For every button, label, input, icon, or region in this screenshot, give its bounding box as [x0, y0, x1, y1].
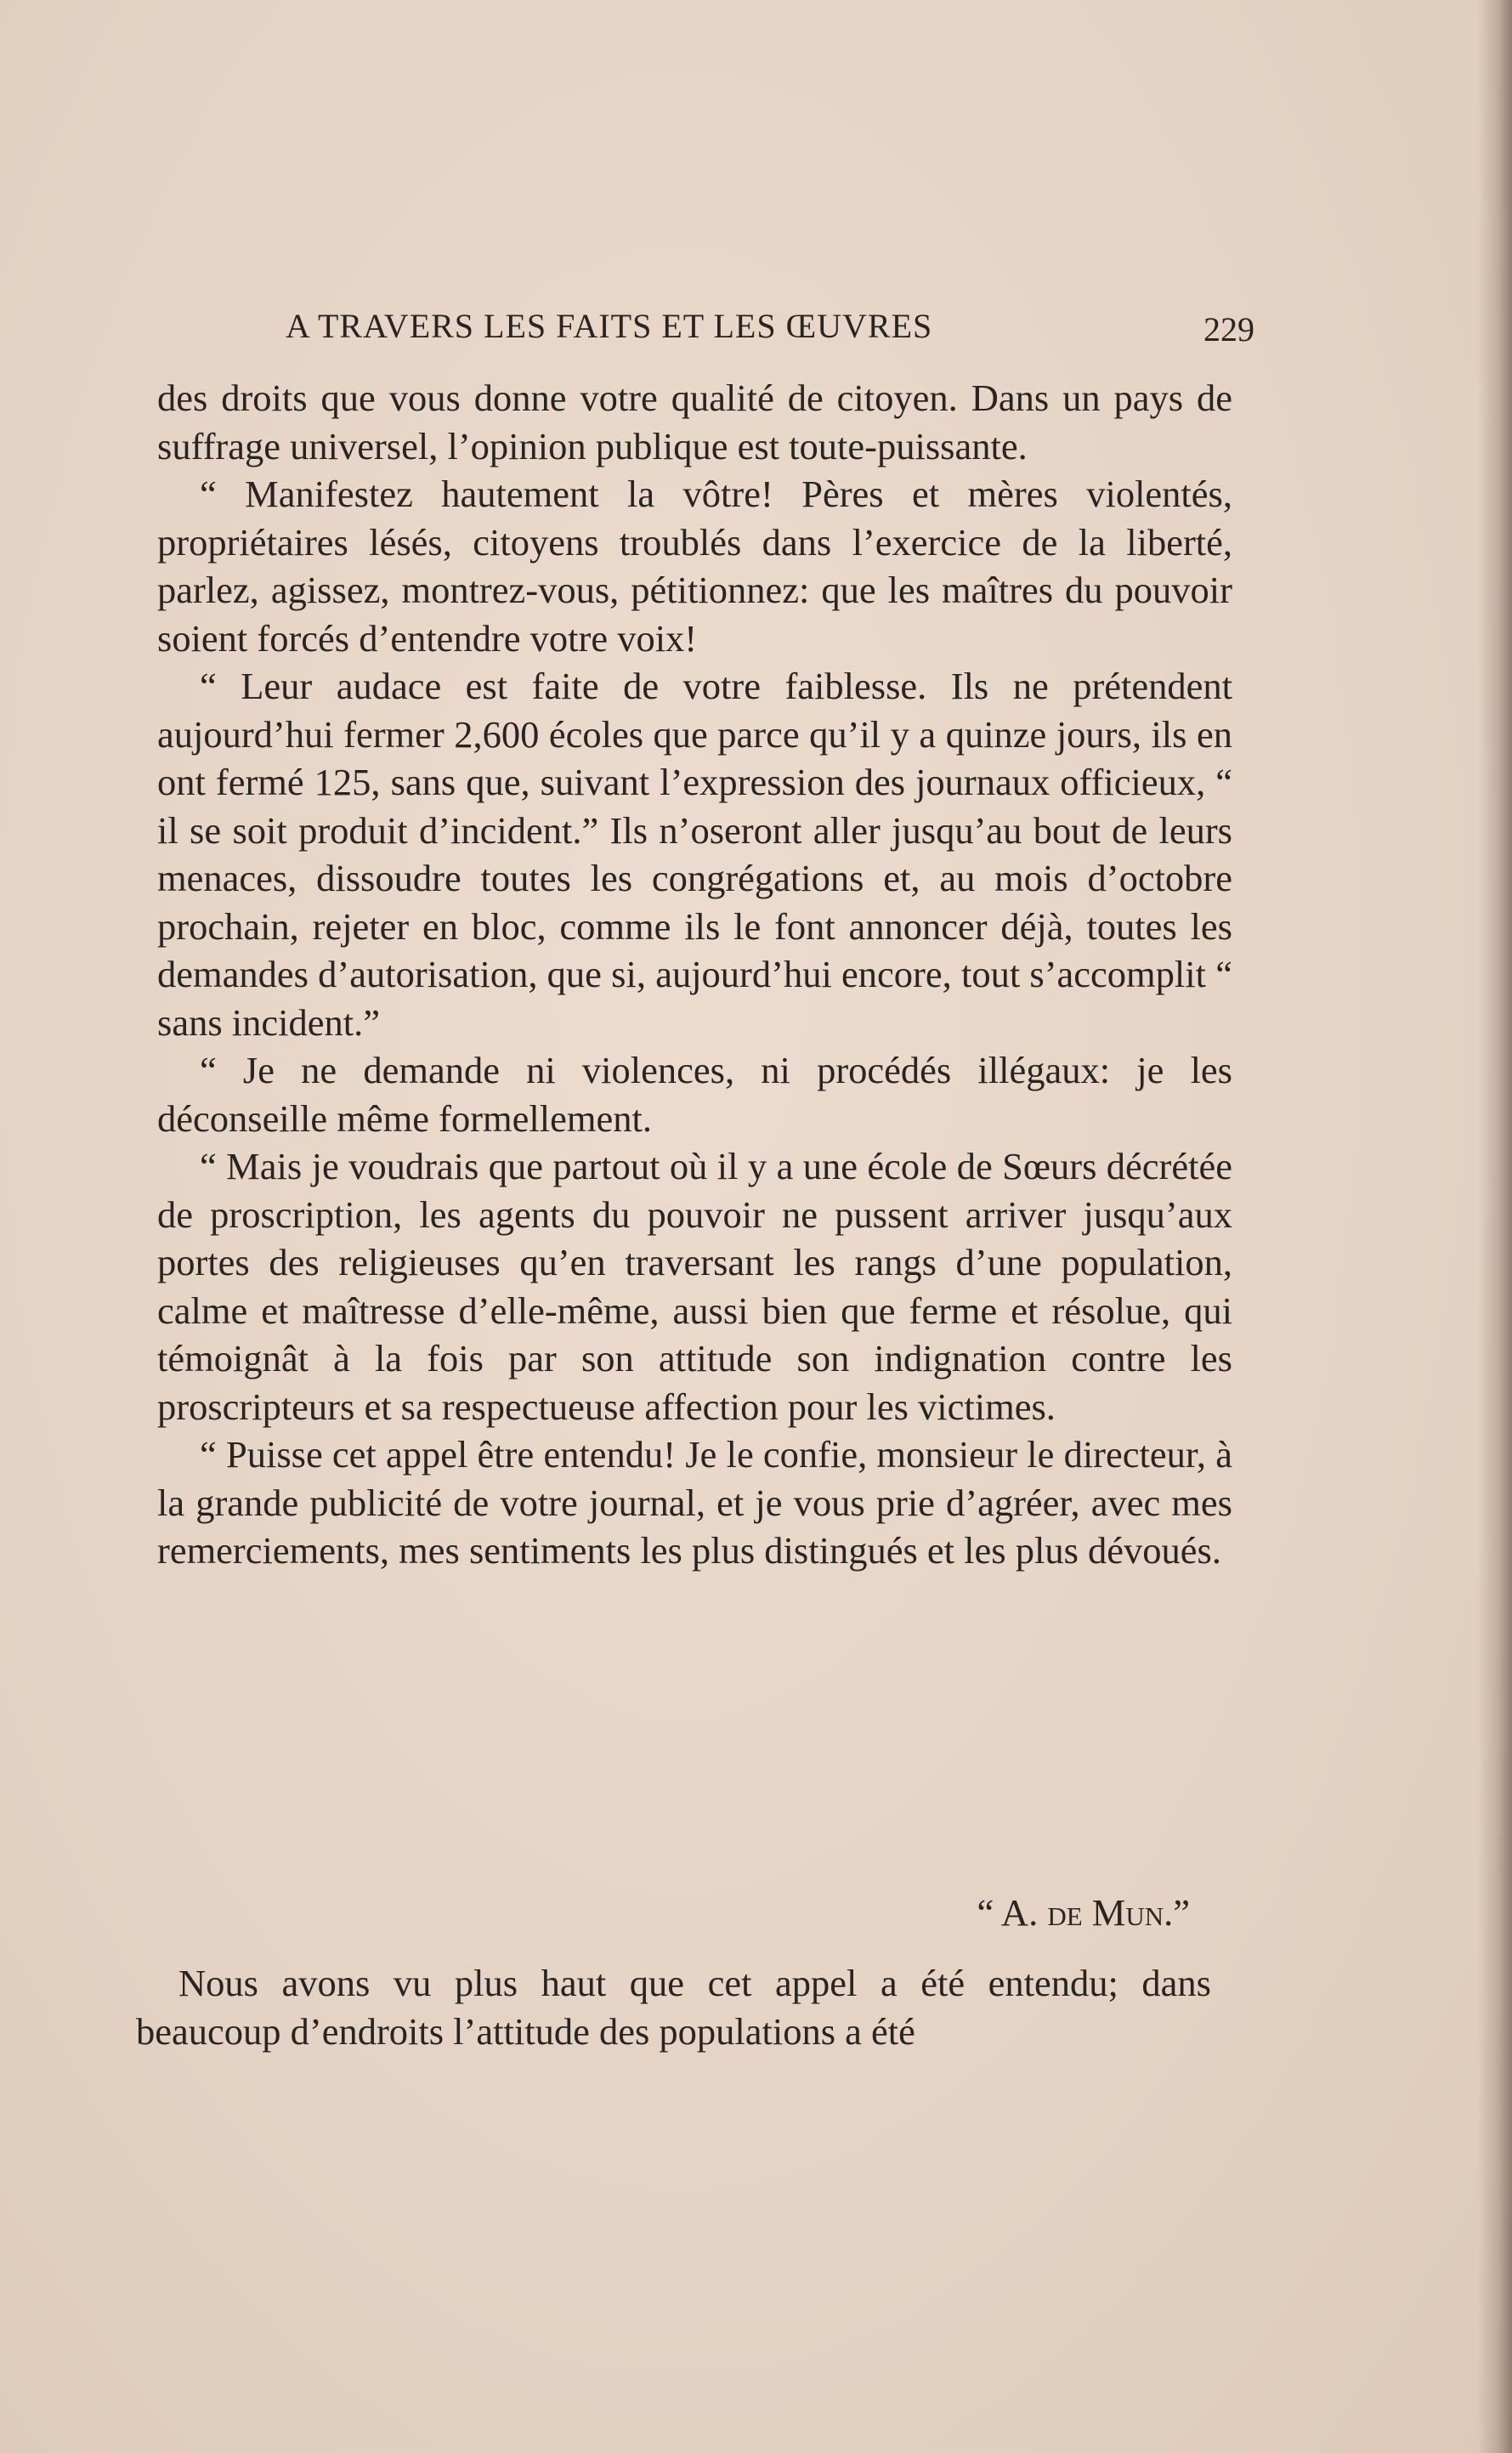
- paragraph: Nous avons vu plus haut que cet appel a été entendu; dans beaucoup d’endroits l’attitude des populations a été: [136, 1962, 1211, 2053]
- binding-shadow: [1478, 0, 1512, 2453]
- running-title: A TRAVERS LES FAITS ET LES ŒUVRES: [286, 307, 933, 345]
- paragraph: “ Leur audace est faite de votre faiblesse. Ils ne prétendent aujourd’hui fermer 2,600 écoles que parce qu’il y a quinze jours, ils en ont fermé 125, sans que, suivant l’expression des journaux officieux, “ il se soit produit d’incident.” Ils n’oseront aller jusqu’au bout de leurs menaces, dissoudre toutes les congrégations et, au mois d’octobre prochain, rejeter en bloc, comme ils le font annoncer déjà, toutes les demandes d’autorisation, que si, aujourd’hui encore, tout s’accomplit “ sans incident.”: [157, 665, 1232, 1044]
- signature-text: “ A. de Mun.”: [977, 1891, 1190, 1934]
- paragraph: “ Manifestez hautement la vôtre! Pères et mères violentés, propriétaires lésés, citoyens troublés dans l’exercice de la liberté, parlez, agissez, montrez-vous, pétitionnez: que les maîtres du pouvoir soient forcés d’entendre votre voix!: [157, 473, 1232, 660]
- paragraph: “ Mais je voudrais que partout où il y a une école de Sœurs décrétée de proscription, les agents du pouvoir ne pussent arriver jusqu’aux portes des religieuses qu’en traversant les rangs d’une population, calme et maîtresse d’elle-même, aussi bien que ferme et résolue, qui témoignât à la fois par son attitude son indignation contre les proscripteurs et sa respectueuse affection pour les victimes.: [157, 1145, 1232, 1428]
- page-number: 229: [1203, 310, 1254, 348]
- closing-text: [136, 1959, 1211, 2055]
- signature: [850, 1889, 1190, 1937]
- letter-body: [157, 374, 1232, 1575]
- page-header: [286, 306, 1254, 357]
- paragraph: des droits que vous donne votre qualité de citoyen. Dans un pays de suffrage universel, l’opinion publique est toute-puissante.: [157, 377, 1232, 467]
- paragraph: “ Puisse cet appel être entendu! Je le confie, monsieur le directeur, à la grande publicité de votre journal, et je vous prie d’agréer, avec mes remerciements, mes sentiments les plus distingués et les plus dévoués.: [157, 1433, 1232, 1572]
- paragraph: “ Je ne demande ni violences, ni procédés illégaux: je les déconseille même formellement.: [157, 1049, 1232, 1140]
